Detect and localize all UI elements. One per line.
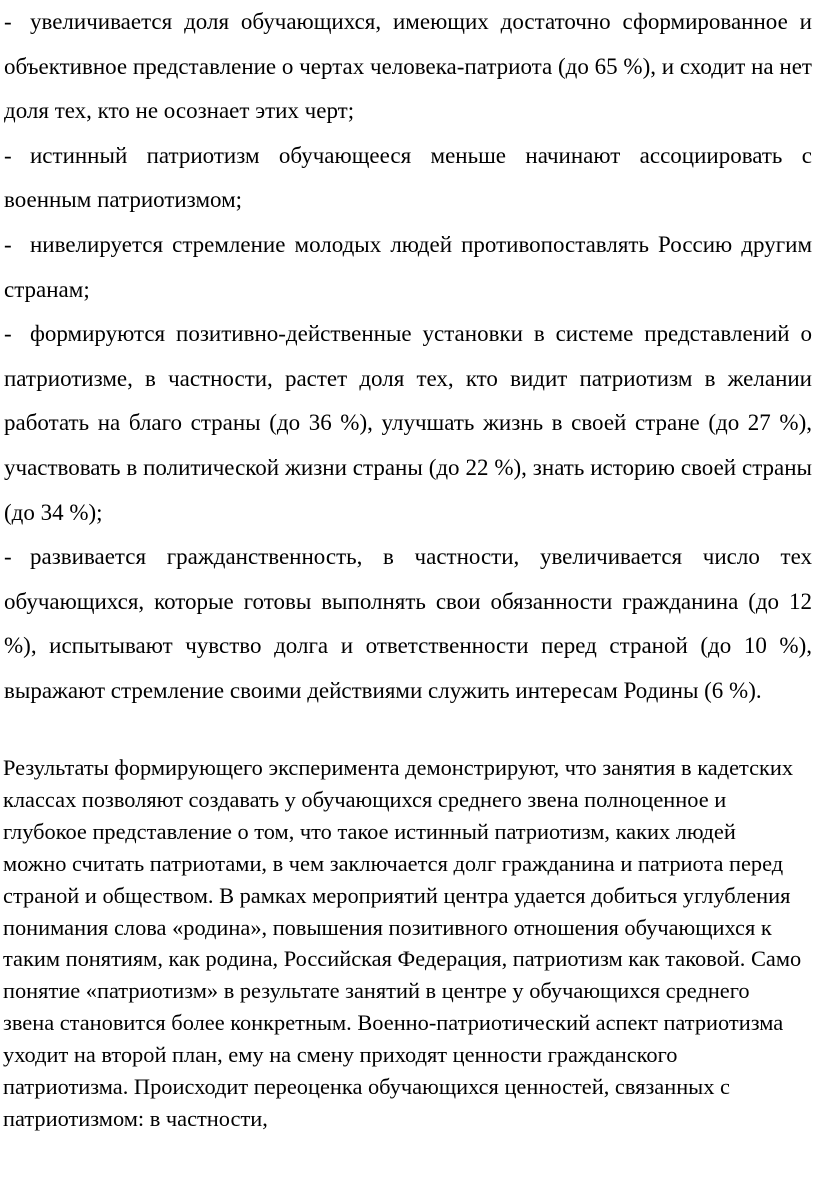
list-item-text: истинный патриотизм обучающееся меньше начинают ассоциировать с военным патриотизмом; — [4, 142, 812, 213]
list-item-text: нивелируется стремление молодых людей противопоставлять Россию другим странам; — [4, 231, 812, 302]
results-paragraph: Результаты формирующего эксперимента демонстрируют, что занятия в кадетских классах позволяют создавать у обучающихся среднего звена полноценное и глубокое представление о том, что такое истинный патриотизм, каких людей можно считать патриотами, в чем заключается долг гражданина и патриота перед страной и обществом. В рамках мероприятий центра удается добиться углубления понимания слова «родина», повышения позитивного отношения обучающихся к таким понятиям, как родина, Российская Федерация, патриотизм как таковой. Само понятие «патриотизм» в результате занятий в центре у обучающихся среднего звена становится более конкретным. Военно-патриотический аспект патриотизма уходит на второй план, ему на смену приходят ценности гражданского патриотизма. Происходит переоценка обучающихся ценностей, связанных с патриотизмом: в частности, — [3, 755, 802, 1131]
list-dash: - — [4, 321, 12, 347]
list-item — [4, 134, 812, 223]
list-dash: - — [4, 9, 12, 34]
list-dash: - — [4, 231, 12, 257]
list-item-text: формируются позитивно-действенные установки в системе представлений о патриотизме, в частности, растет доля тех, кто видит патриотизм в желании работать на благо страны (до 36 %), улучшать жизнь в своей стране (до 27 %), участвовать в политической жизни страны (до 22 %), знать историю своей страны (до 34 %); — [4, 321, 812, 525]
list-item — [4, 0, 812, 134]
list-dash: - — [4, 544, 12, 570]
list-item — [4, 223, 812, 312]
list-item — [4, 312, 812, 535]
list-dash: - — [4, 142, 12, 168]
list-item-text: увеличивается доля обучающихся, имеющих достаточно сформированное и объективное представление о чертах человека-патриота (до 65 %), и сходит на нет доля тех, кто не осознает этих черт; — [4, 9, 812, 124]
findings-list — [4, 0, 812, 714]
list-item — [4, 535, 812, 713]
list-item-text: развивается гражданственность, в частности, увеличивается число тех обучающихся, которые готовы выполнять свои обязанности гражданина (до 12 %), испытывают чувство долга и ответственности перед страной (до 10 %), выражают стремление своими действиями служить интересам Родины (6 %). — [4, 544, 812, 703]
